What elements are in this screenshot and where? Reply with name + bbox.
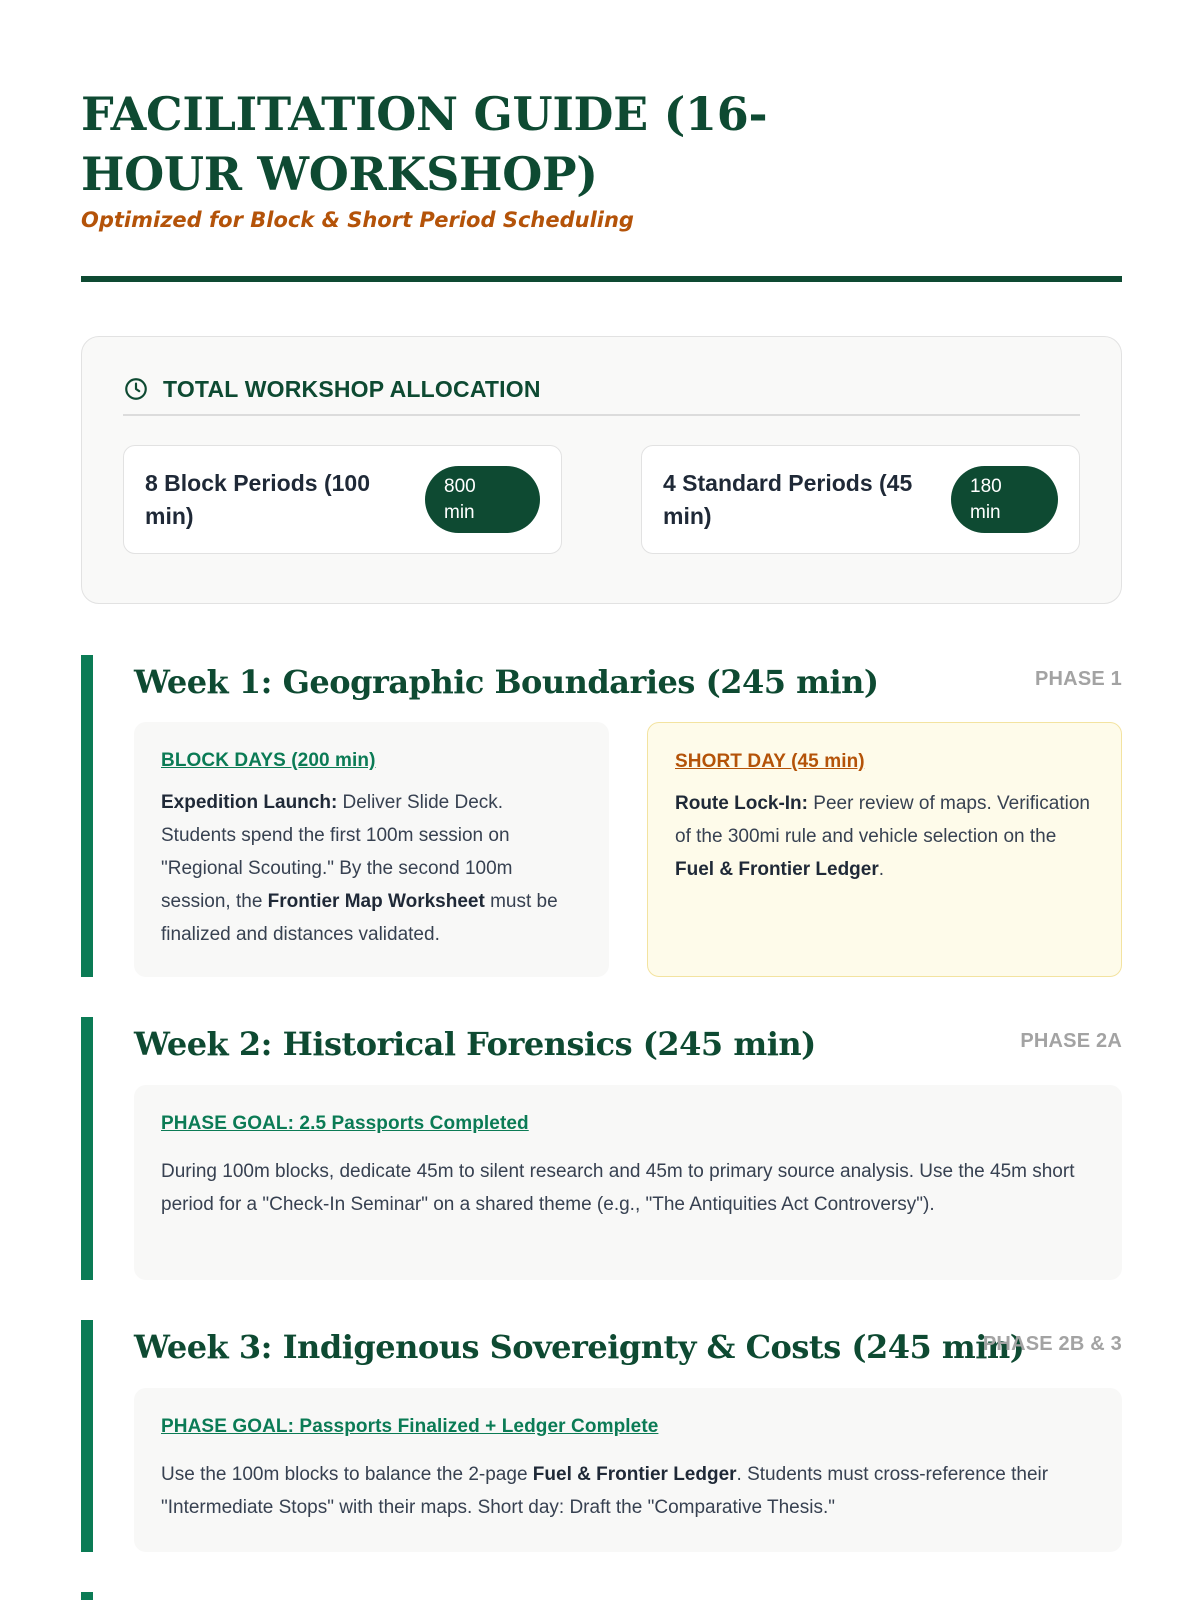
page-title: FACILITATION GUIDE (16-HOUR WORKSHOP) [81,87,768,201]
week-title: Week 2: Historical Forensics (245 min) [134,1025,816,1063]
week-header [134,655,1122,715]
panel-text-part: . [878,859,885,880]
week-header [134,1017,1122,1077]
panel-text-part: Deliver Slide Deck. Students spend the first 100m session on "Regional Scouting." By the second 100m session, the [161,792,513,912]
clock-icon [123,376,149,402]
week-title: Week 3: Indigenous Sovereignty & Costs (245 min) [134,1328,1025,1366]
panel-lead: Route Lock-In: [675,793,808,814]
panel-bold: Fuel & Frontier Ledger [532,1464,737,1485]
allocation-card-label: 8 Block Periods (100 min) [145,469,370,529]
facilitation-guide [81,0,1122,1518]
panel-text [675,787,1094,886]
page-subtitle: Optimized for Block & Short Period Scheduling [81,208,634,232]
panel-text [161,786,582,951]
allocation-card-standard [641,445,1080,554]
panel-text-part: Peer review of maps. Verification of the 300mi rule and vehicle selection on the [675,793,1090,847]
panel-label: SHORT DAY (45 min) [675,751,865,772]
phase-label: PHASE 1 [1035,668,1122,690]
week-header [134,1320,1122,1380]
week-2-section [81,1017,1122,1280]
panel-text-part: . Students must cross-reference their "Intermediate Stops" with their maps. Short day: Draft the "Comparative Thesis." [161,1464,1049,1518]
week-accent-bar [81,655,93,977]
week-title: Week 1: Geographic Boundaries (245 min) [134,663,879,701]
panel-bold: Frontier Map Worksheet [267,891,485,912]
allocation-minutes-badge [425,466,540,533]
panel-text-part: must be finalized and distances validated. [161,891,558,945]
workshop-allocation-box [81,336,1122,604]
short-day-panel [647,722,1122,977]
panel-bold: Fuel & Frontier Ledger [675,859,879,880]
panel-text-part: Use the 100m blocks to balance the 2-page [161,1464,533,1485]
panel-text [161,1458,1095,1524]
week-accent-bar [81,1320,93,1552]
week-1-section [81,655,1122,977]
panel-label: BLOCK DAYS (200 min) [161,750,376,771]
allocation-minutes-value: 180 min [970,475,1002,523]
week-4-accent-bar [81,1592,93,1600]
allocation-minutes-value: 800 min [444,475,476,523]
allocation-card-label: 4 Standard Periods (45 min) [663,469,913,529]
allocation-minutes-badge [951,466,1058,533]
panel-lead: Expedition Launch: [161,792,338,813]
phase-goal-panel [134,1085,1122,1280]
header-divider [81,276,1122,282]
phase-goal-panel [134,1388,1122,1552]
week-accent-bar [81,1017,93,1280]
panel-text: During 100m blocks, dedicate 45m to silent research and 45m to primary source analysis. Use the 45m short period for a "Check-In Seminar" on a shared theme (e.g., "The Antiquities Act Controversy"). [161,1161,1075,1215]
phase-label: PHASE 2B & 3 [982,1333,1122,1355]
phase-label: PHASE 2A [1020,1030,1122,1052]
week-3-section [81,1320,1122,1552]
panel-label: PHASE GOAL: 2.5 Passports Completed [161,1113,529,1134]
panel-label: PHASE GOAL: Passports Finalized + Ledger Complete [161,1416,659,1437]
allocation-cards [123,445,1080,554]
allocation-card-block [123,445,562,554]
block-days-panel [134,722,609,977]
allocation-title: TOTAL WORKSHOP ALLOCATION [163,375,541,402]
header [81,0,1122,282]
allocation-header [123,376,1080,416]
